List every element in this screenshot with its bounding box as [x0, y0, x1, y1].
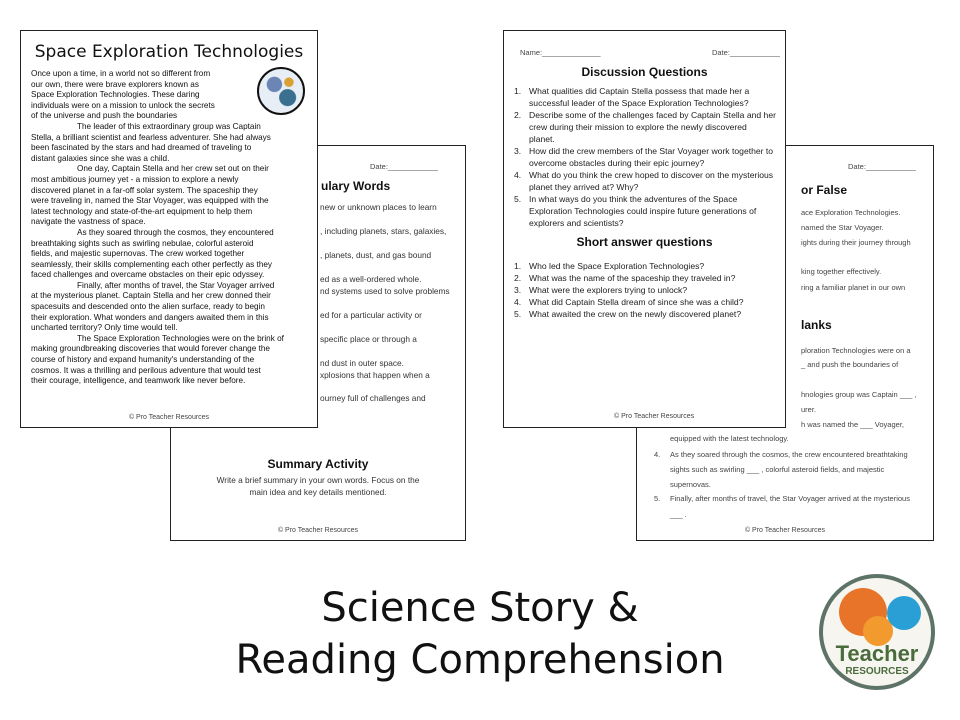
story-line: course of history and expand humanity's understanding of the [31, 355, 255, 365]
story-line: distant galaxies since she was a child. [31, 153, 170, 163]
question-number: 1. [514, 86, 522, 96]
discussion-worksheet [503, 30, 786, 428]
story-line: making groundbreaking discoveries that would forever change the [31, 344, 270, 354]
date-label: Date:____________ [370, 162, 438, 171]
fill-blank-statement: _ and push the boundaries of [801, 360, 899, 369]
story-line: most ambitious journey yet - a mission to explore a newly [31, 174, 239, 184]
vocab-line: specific place or through a [320, 334, 417, 344]
question-line: What did Captain Stella dream of since she was a child? [529, 297, 744, 307]
copyright: © Pro Teacher Resources [744, 527, 826, 534]
true-false-statement: ace Exploration Technologies. [801, 208, 901, 217]
story-line: uncharted territory? Only time would tell. [31, 323, 178, 333]
story-title: Space Exploration Technologies [34, 42, 304, 62]
question-line: overcome obstacles during their epic journey? [529, 158, 705, 168]
logo-subtext: RESOURCES [845, 666, 909, 677]
short-answer-question [514, 272, 786, 284]
vocab-title: ulary Words [321, 179, 391, 193]
discussion-question [514, 169, 786, 193]
fill-blank-statement: ___ . [670, 510, 687, 519]
story-line: spacesuits and descended onto the alien surface, ready to begin [31, 302, 265, 312]
story-line: discovered planet in a far-off solar system. The spaceship they [31, 185, 258, 195]
item-number: 5. [654, 494, 661, 503]
story-line: were traveling in, named the Star Voyager, was equipped with the [31, 196, 269, 206]
short-answer-question [514, 260, 786, 272]
question-number: 2. [514, 110, 522, 120]
question-line: Exploration Technologies could inspire future generations of [529, 206, 757, 216]
copyright: © Pro Teacher Resources [128, 414, 210, 421]
question-line: What awaited the crew on the newly discovered planet? [529, 309, 742, 319]
question-line: What do you think the crew hoped to discover on the mysterious [529, 170, 774, 180]
story-line: breathtaking sights such as swirling nebulae, colorful asteroid [31, 238, 254, 248]
summary-title: Summary Activity [267, 457, 369, 471]
true-false-statement: king together effectively. [801, 267, 882, 276]
discussion-question [514, 85, 786, 109]
fill-blank-statement: Finally, after months of travel, the Star Voyager arrived at the mysterious [670, 494, 910, 503]
story-line: their courage, intelligence, and teamwork like never before. [31, 376, 246, 386]
short-answer-title: Short answer questions [576, 235, 713, 249]
short-answer-questions [514, 260, 786, 320]
short-answer-question [514, 296, 786, 308]
question-line: What qualities did Captain Stella possess that made her a [529, 86, 750, 96]
true-false-statement: ring a familiar planet in our own [801, 283, 906, 292]
story-line: faced challenges and overcame obstacles on their epic odyssey. [31, 270, 265, 280]
story-line: One day, Captain Stella and her crew set out on their [77, 164, 269, 174]
caption-line-1: Science Story & [321, 585, 639, 631]
story-line: seamlessly, their skills complementing each other perfectly as they [31, 259, 273, 269]
discussion-questions [514, 85, 786, 229]
question-line: How did the crew members of the Star Voyager work together to [529, 146, 774, 156]
short-answer-question [514, 308, 786, 320]
fill-blank-statement: urer. [801, 405, 817, 414]
story-line: Space Exploration Technologies. These daring [31, 90, 200, 100]
story-line: Finally, after months of travel, the Star Voyager arrived [77, 280, 275, 290]
question-line: Describe some of the challenges faced by Captain Stella and her [529, 110, 776, 120]
logo-text: Teacher [835, 641, 919, 666]
story-line: navigate the vastness of space. [31, 217, 146, 227]
vocab-line: , including planets, stars, galaxies, [320, 226, 447, 236]
question-line: crew during their mission to explore the newly discovered [529, 122, 747, 132]
fill-blanks-title: lanks [801, 318, 832, 332]
vocab-line: xplosions that happen when a [320, 370, 430, 380]
story-line: fields, and majestic supernovas. The crew worked together [31, 249, 245, 259]
fill-blank-statement: supernovas. [670, 480, 711, 489]
vocab-line: new or unknown places to learn [320, 202, 437, 212]
discussion-question [514, 145, 786, 169]
vocab-line: ourney full of challenges and [320, 393, 426, 403]
story-line: Once upon a time, in a world not so different from [31, 69, 211, 78]
vocab-line: nd systems used to solve problems [320, 286, 450, 296]
question-line: What were the explorers trying to unlock? [529, 285, 688, 295]
item-number: 4. [654, 450, 661, 459]
fill-blank-statement: equipped with the latest technology. [670, 434, 789, 443]
story-line: individuals were on a mission to unlock the secrets [31, 100, 215, 110]
question-line: planet. [529, 134, 555, 144]
name-label: Name:______________ [520, 48, 601, 57]
discussion-question [514, 193, 786, 229]
short-answer-question [514, 284, 786, 296]
story-line: cosmos. It was a thrilling and perilous adventure that would test [31, 365, 261, 375]
teacher-resources-logo [819, 574, 935, 690]
copyright: © Pro Teacher Resources [277, 527, 359, 534]
vocab-line: nd dust in outer space. [320, 358, 404, 368]
story-line: latest technology and state-of-the-art equipment to help them [31, 206, 253, 216]
story-text [31, 69, 284, 387]
blue-circle-icon [887, 596, 921, 630]
question-line: successful leader of the Space Exploration Technologies? [529, 98, 749, 108]
fill-blank-statement: As they soared through the cosmos, the crew encountered breathtaking [670, 450, 908, 459]
story-line: of the universe and push the boundaries [31, 111, 178, 121]
question-line: Who led the Space Exploration Technologies? [529, 261, 705, 271]
fill-blank-statement: hnologies group was Captain ___ , [801, 390, 917, 399]
vocab-line: ed for a particular activity or [320, 310, 422, 320]
discussion-question [514, 109, 786, 145]
question-line: In what ways do you think the adventures of the Space [529, 194, 738, 204]
true-false-statement: named the Star Voyager. [801, 223, 884, 232]
discussion-title: Discussion Questions [581, 65, 708, 79]
caption-line-2: Reading Comprehension [235, 637, 725, 683]
question-number: 1. [514, 261, 522, 271]
fill-blank-statement: sights such as swirling ___ , colorful asteroid fields, and majestic [670, 465, 885, 474]
question-line: planet they arrived at? Why? [529, 182, 639, 192]
question-number: 4. [514, 170, 522, 180]
story-line: The leader of this extraordinary group was Captain [77, 121, 261, 131]
true-false-statement: ights during their journey through [801, 238, 911, 247]
story-line: their exploration. What wonders and dangers awaited them in this [31, 312, 269, 322]
summary-line: main idea and key details mentioned. [249, 487, 387, 497]
question-number: 3. [514, 285, 522, 295]
story-line: been fascinated by the stars and had dreamed of traveling to [31, 143, 252, 153]
question-number: 3. [514, 146, 522, 156]
summary-line: Write a brief summary in your own words. Focus on the [216, 475, 420, 485]
story-line: at the mysterious planet. Captain Stella and her crew donned their [31, 291, 271, 301]
question-line: What was the name of the spaceship they traveled in? [529, 273, 736, 283]
copyright: © Pro Teacher Resources [614, 413, 695, 420]
story-line: As they soared through the cosmos, they encountered [77, 227, 274, 237]
date-label: Date:____________ [712, 48, 780, 57]
vocab-line: , planets, dust, and gas bound [320, 250, 432, 260]
question-number: 4. [514, 297, 522, 307]
true-false-title: or False [801, 183, 848, 197]
story-line: The Space Exploration Technologies were on the brink of [77, 333, 284, 343]
fill-blank-statement: h was named the ___ Voyager, [801, 420, 904, 429]
question-number: 5. [514, 194, 522, 204]
story-line: Stella, a brilliant scientist and fearless adventurer. She had always [31, 132, 271, 142]
story-line: our own, there were brave explorers known as [31, 79, 199, 89]
date-label: Date:____________ [848, 162, 916, 171]
vocab-line: ed as a well-ordered whole. [320, 274, 422, 284]
question-line: explorers and scientists? [529, 218, 624, 228]
question-number: 5. [514, 309, 522, 319]
fill-blank-statement: ploration Technologies were on a [801, 346, 911, 355]
story-worksheet [20, 30, 318, 428]
question-number: 2. [514, 273, 522, 283]
